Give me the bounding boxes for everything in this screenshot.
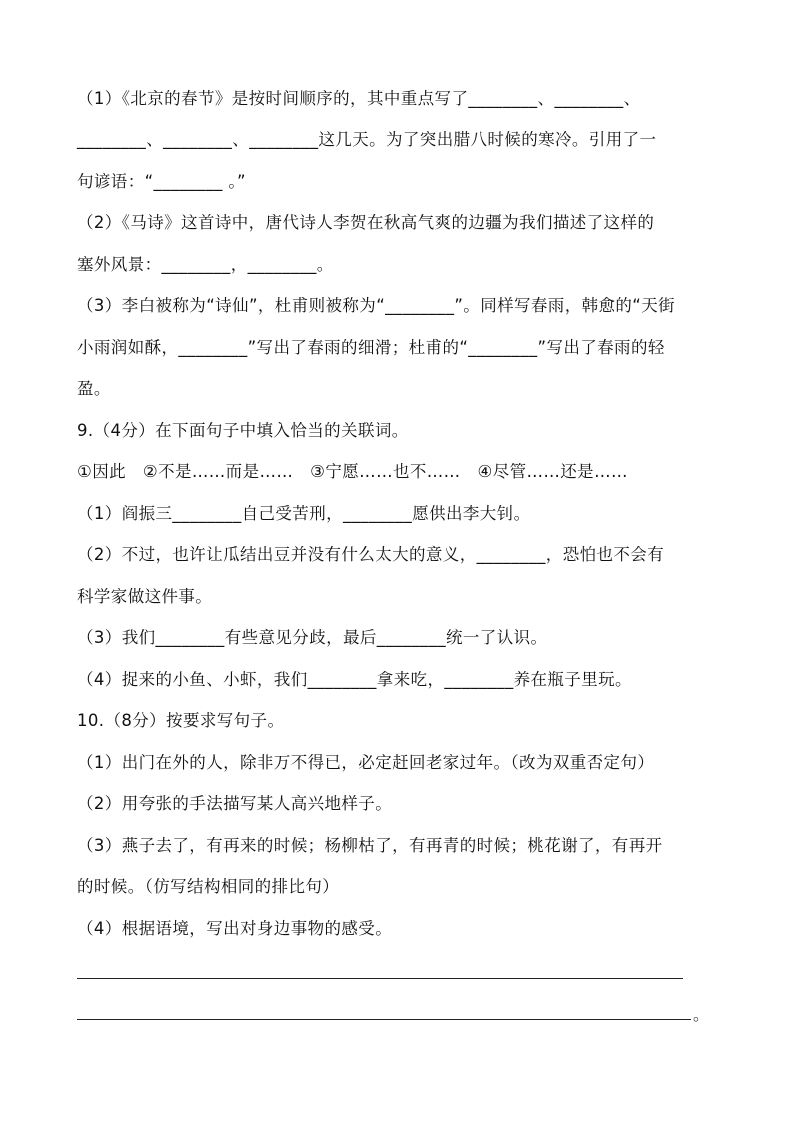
q8-part3-line2: 小雨润如酥，________”写出了春雨的细滑；杜甫的“________”写出了春雨的轻 — [77, 338, 665, 357]
q10-part1: （1）出门在外的人，除非万不得已，必定赶回老家过年。（改为双重否定句） — [77, 753, 655, 772]
q9-heading: 9.（4分）在下面句子中填入恰当的关联词。 — [77, 421, 409, 440]
q8-part3-line1: （3）李白被称为“诗仙”，杜甫则被称为“________”。同样写春雨，韩愈的“天街 — [77, 296, 676, 315]
q8-part2-line1: （2）《马诗》这首诗中，唐代诗人李贺在秋高气爽的边疆为我们描述了这样的 — [77, 213, 655, 232]
answer-writing-line-2[interactable] — [77, 1019, 691, 1020]
q9-part1: （1）阎振三________自己受苦刑，________愿供出李大钊。 — [77, 504, 531, 523]
q10-part3-line2: 的时候。（仿写结构相同的排比句） — [77, 877, 340, 896]
q10-heading: 10.（8分）按要求写句子。 — [77, 711, 285, 730]
q8-part1-line1: （1）《北京的春节》是按时间顺序的，其中重点写了________、________、 — [77, 89, 641, 108]
q9-options: ①因此 ②不是……而是…… ③宁愿……也不…… ④尽管……还是…… — [77, 462, 628, 481]
q8-part2-line2: 塞外风景：________，________。 — [77, 255, 334, 274]
q8-part1-line2: ________、________、________这几天。为了突出腊八时候的寒冷。引用了一 — [77, 130, 657, 149]
q8-part1-line3: 句谚语：“________ 。” — [77, 172, 246, 191]
final-period: 。 — [693, 1005, 710, 1024]
q10-part4: （4）根据语境，写出对身边事物的感受。 — [77, 919, 393, 938]
q9-part2-line1: （2）不过，也许让瓜结出豆并没有什么太大的意义，________，恐怕也不会有 — [77, 545, 665, 564]
q8-part3-line3: 盈。 — [77, 379, 111, 398]
answer-writing-line-1[interactable] — [77, 978, 683, 979]
q9-part3: （3）我们________有些意见分歧，最后________统一了认识。 — [77, 628, 548, 647]
q9-part4: （4）捉来的小鱼、小虾，我们________拿来吃，________养在瓶子里玩。 — [77, 670, 632, 689]
q10-part2: （2）用夸张的手法描写某人高兴地样子。 — [77, 794, 393, 813]
q10-part3-line1: （3）燕子去了，有再来的时候；杨柳枯了，有再青的时候；桃花谢了，有再开 — [77, 836, 663, 855]
q9-part2-line2: 科学家做这件事。 — [77, 587, 213, 606]
